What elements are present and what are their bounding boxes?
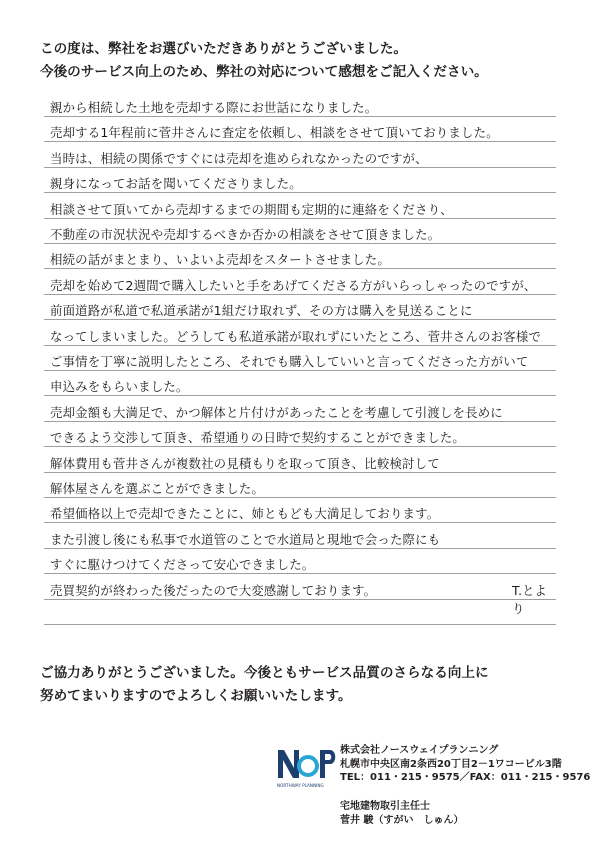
letter-line: 当時は、相続の関係ですぐには売却を進められなかったのですが、 xyxy=(50,150,428,166)
company-info xyxy=(340,744,590,785)
ruled-line xyxy=(44,192,556,193)
ruled-line xyxy=(44,116,556,117)
ruled-line xyxy=(44,319,556,320)
nop-logo-icon xyxy=(274,742,340,790)
letter-line: 親から相続した土地を売却する際にお世話になりました。 xyxy=(50,100,378,115)
letter-signature: T.とより xyxy=(512,582,547,616)
handwritten-letter xyxy=(44,92,556,638)
survey-header xyxy=(40,38,565,84)
letter-line: できるよう交渉して頂き、希望通りの日時で契約することができました。 xyxy=(50,430,465,446)
ruled-line xyxy=(44,294,556,295)
ruled-line xyxy=(44,218,556,219)
ruled-line xyxy=(44,421,556,422)
letter-line: 売却する1年程前に菅井さんに査定を依頼し、相談をさせて頂いておりました。 xyxy=(50,125,499,141)
letter-line: 前面道路が私道で私道承諾が1組だけ取れず、その方は購入を見送ることに xyxy=(50,303,473,319)
ruled-line xyxy=(44,167,556,168)
ruled-line xyxy=(44,268,556,269)
staff-title: 宅地建物取引主任士 xyxy=(340,801,430,812)
letter-line: 相続の話がまとまり、いよいよ売却をスタートさせました。 xyxy=(50,252,390,268)
letter-line: 売却を始めて2週間で購入したいと手をあげてくださる方がいらっしゃったのですが、 xyxy=(50,277,537,293)
ruled-line xyxy=(44,370,556,371)
letter-line: 解体費用も菅井さんが複数社の見積もりを取って頂き、比較検討して xyxy=(50,455,440,471)
letter-line: ご事情を丁寧に説明したところ、それでも購入していいと言ってくださった方がいて xyxy=(50,354,529,369)
header-line-2: 今後のサービス向上のため、弊社の対応について感想をご記入ください。 xyxy=(40,64,488,80)
ruled-line xyxy=(44,446,556,447)
letter-line: 解体屋さんを選ぶことができました。 xyxy=(50,481,265,496)
company-tel-fax: TEL：011・215・9575／FAX：011・215・9576 xyxy=(340,772,591,783)
company-logo xyxy=(274,742,340,790)
ruled-line xyxy=(44,243,556,244)
letter-line: 売却金額も大満足で、かつ解体と片付けがあったことを考慮して引渡しを長めに xyxy=(50,404,503,420)
staff-info xyxy=(340,800,463,827)
staff-name: 菅井 駿（すがい しゅん） xyxy=(340,814,464,826)
ruled-line xyxy=(44,624,556,625)
ruled-line xyxy=(44,497,556,498)
letter-line: 希望価格以上で売却できたことに、姉ともども大満足しております。 xyxy=(50,506,440,522)
ruled-line xyxy=(44,599,556,600)
ruled-line xyxy=(44,395,556,396)
letter-line: なってしまいました。どうしても私道承諾が取れずにいたところ、菅井さんのお客様で xyxy=(50,328,542,344)
ruled-line xyxy=(44,472,556,473)
ruled-line xyxy=(44,345,556,346)
letter-line: 申込みをもらいました。 xyxy=(50,379,189,395)
ruled-line xyxy=(44,141,556,142)
header-line-1: この度は、弊社をお選びいただきありがとうございました。 xyxy=(40,41,408,57)
letter-line: 売買契約が終わった後だったので大変感謝しております。 xyxy=(50,582,377,598)
ruled-line xyxy=(44,522,556,523)
letter-line: また引渡し後にも私事で水道管のことで水道局と現地で会った際にも xyxy=(50,531,441,547)
company-address: 札幌市中央区南2条西20丁目2－1ワコービル3階 xyxy=(340,758,562,770)
letter-line: 不動産の市況状況や売却するべきか否かの相談をさせて頂きました。 xyxy=(50,227,441,242)
letter-line: すぐに駆けつけてくださって安心できました。 xyxy=(50,557,315,573)
footer-line-1: ご協力ありがとうございました。今後ともサービス品質のさらなる向上に xyxy=(40,665,489,681)
thanks-footer xyxy=(40,662,565,708)
letter-line: 親身になってお話を聞いてくださりました。 xyxy=(50,176,302,192)
letter-line: 相談させて頂いてから売却するまでの期間も定期的に連絡をくださり、 xyxy=(50,201,453,217)
company-name: 株式会社ノースウェイプランニング xyxy=(340,745,499,756)
ruled-line xyxy=(44,548,556,549)
footer-line-2: 努めてまいりますのでよろしくお願いいたします。 xyxy=(40,688,352,704)
ruled-line xyxy=(44,573,556,574)
logo-tagline: NORTHWAY PLANNING xyxy=(277,783,324,788)
